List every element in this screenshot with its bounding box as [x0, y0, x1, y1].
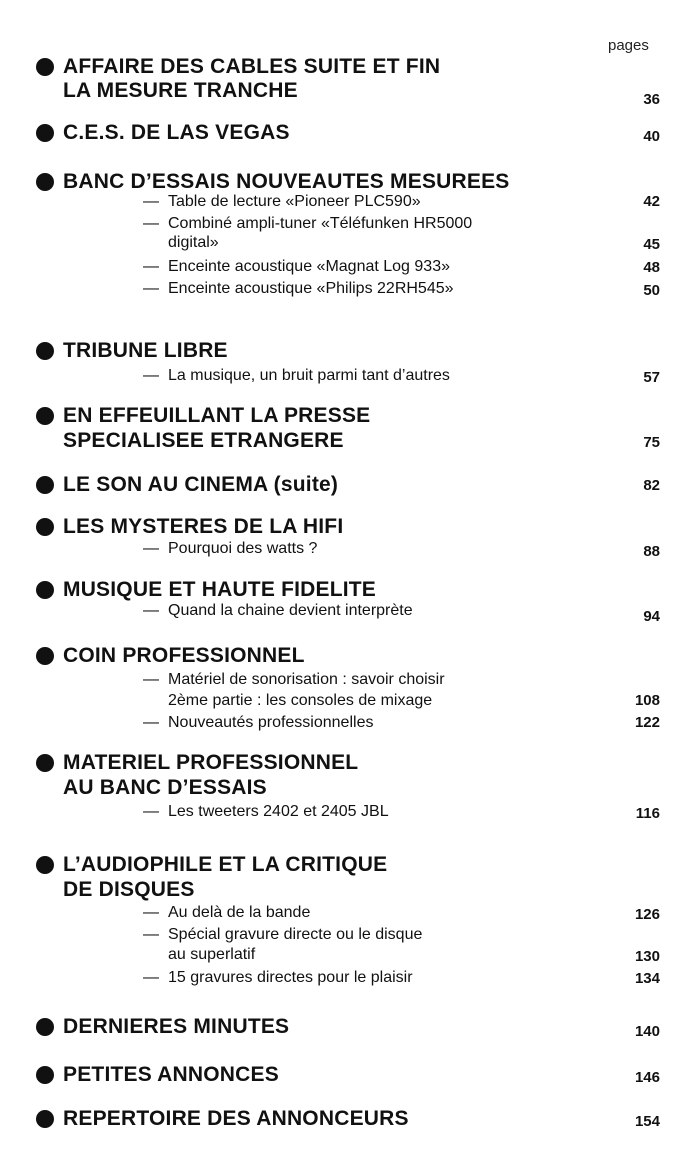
dash-marker: —	[143, 714, 159, 731]
bullet-icon	[36, 647, 54, 665]
bullet-icon	[36, 342, 54, 360]
subentry-title: 2ème partie : les consoles de mixage	[168, 692, 433, 709]
section-title: TRIBUNE LIBRE	[63, 339, 228, 362]
section-title: SPECIALISEE ETRANGERE	[63, 429, 344, 452]
bullet-icon	[36, 518, 54, 536]
dash-marker: —	[143, 969, 159, 986]
section-title: LES MYSTERES DE LA HIFI	[63, 515, 344, 538]
section-title: AU BANC D’ESSAIS	[63, 776, 267, 799]
bullet-icon	[36, 1066, 54, 1084]
page-number: 154	[634, 1113, 660, 1130]
page-number: 36	[643, 91, 660, 108]
dash-marker: —	[143, 215, 159, 232]
pages-column-label: pages	[608, 37, 649, 54]
subentry-title: Au delà de la bande	[168, 904, 311, 921]
section-title: LA MESURE TRANCHE	[63, 79, 298, 102]
section-title: REPERTOIRE DES ANNONCEURS	[63, 1107, 409, 1130]
page-number: 116	[635, 805, 660, 822]
section-title: DERNIERES MINUTES	[63, 1015, 290, 1038]
section-title: LE SON AU CINEMA (suite)	[63, 473, 339, 496]
page-number: 88	[643, 543, 660, 560]
section-title: L’AUDIOPHILE ET LA CRITIQUE	[63, 853, 388, 876]
bullet-icon	[36, 856, 54, 874]
bullet-icon	[36, 1110, 54, 1128]
section-title: BANC D’ESSAIS NOUVEAUTES MESUREES	[63, 170, 510, 193]
subentry-title: Quand la chaine devient interprète	[168, 602, 413, 619]
dash-marker: —	[143, 671, 159, 688]
subentry-title: 15 gravures directes pour le plaisir	[168, 969, 413, 986]
page-number: 140	[634, 1023, 660, 1040]
section-title: EN EFFEUILLANT LA PRESSE	[63, 404, 371, 427]
section-title: C.E.S. DE LAS VEGAS	[63, 121, 290, 144]
dash-marker: —	[143, 540, 159, 557]
bullet-icon	[36, 407, 54, 425]
subentry-title: Enceinte acoustique «Philips 22RH545»	[168, 280, 454, 297]
subentry-title: Combiné ampli-tuner «Téléfunken HR5000	[168, 215, 473, 232]
subentry-title: Nouveautés professionnelles	[168, 714, 374, 731]
page-number: 82	[643, 477, 660, 494]
page-number: 126	[634, 906, 660, 923]
page-number: 75	[643, 434, 660, 451]
dash-marker: —	[143, 367, 159, 384]
bullet-icon	[36, 1018, 54, 1036]
bullet-icon	[36, 124, 54, 142]
bullet-icon	[36, 476, 54, 494]
subentry-title: au superlatif	[168, 946, 256, 963]
dash-marker: —	[143, 280, 159, 297]
subentry-title: Les tweeters 2402 et 2405 JBL	[168, 803, 389, 820]
subentry-title: Pourquoi des watts ?	[168, 540, 318, 557]
section-title: AFFAIRE DES CABLES SUITE ET FIN	[63, 55, 441, 78]
dash-marker: —	[143, 193, 159, 210]
section-title: MATERIEL PROFESSIONNEL	[63, 751, 359, 774]
page-number: 48	[643, 259, 660, 276]
section-title: PETITES ANNONCES	[63, 1063, 279, 1086]
subentry-title: Enceinte acoustique «Magnat Log 933»	[168, 258, 450, 275]
subentry-title: Table de lecture «Pioneer PLC590»	[168, 193, 421, 210]
page-number: 45	[643, 236, 660, 253]
dash-marker: —	[143, 258, 159, 275]
bullet-icon	[36, 173, 54, 191]
bullet-icon	[36, 581, 54, 599]
page-number: 122	[634, 714, 660, 731]
page-number: 50	[643, 282, 660, 299]
section-title: MUSIQUE ET HAUTE FIDELITE	[63, 578, 377, 601]
page-number: 146	[634, 1069, 660, 1086]
dash-marker: —	[143, 904, 159, 921]
page-number: 40	[643, 128, 660, 145]
page-number: 94	[643, 608, 660, 625]
section-title: COIN PROFESSIONNEL	[63, 644, 305, 667]
page-number: 130	[634, 948, 660, 965]
bullet-icon	[36, 754, 54, 772]
subentry-title: digital»	[168, 234, 219, 251]
dash-marker: —	[143, 926, 159, 943]
page-number: 134	[634, 970, 660, 987]
bullet-icon	[36, 58, 54, 76]
subentry-title: La musique, un bruit parmi tant d’autres	[168, 367, 450, 384]
page-number: 57	[643, 369, 660, 386]
page-number: 42	[643, 193, 660, 210]
page-number: 108	[634, 692, 660, 709]
subentry-title: Matériel de sonorisation : savoir choisir	[168, 671, 445, 688]
subentry-title: Spécial gravure directe ou le disque	[168, 926, 423, 943]
dash-marker: —	[143, 803, 159, 820]
dash-marker: —	[143, 602, 159, 619]
section-title: DE DISQUES	[63, 878, 195, 901]
